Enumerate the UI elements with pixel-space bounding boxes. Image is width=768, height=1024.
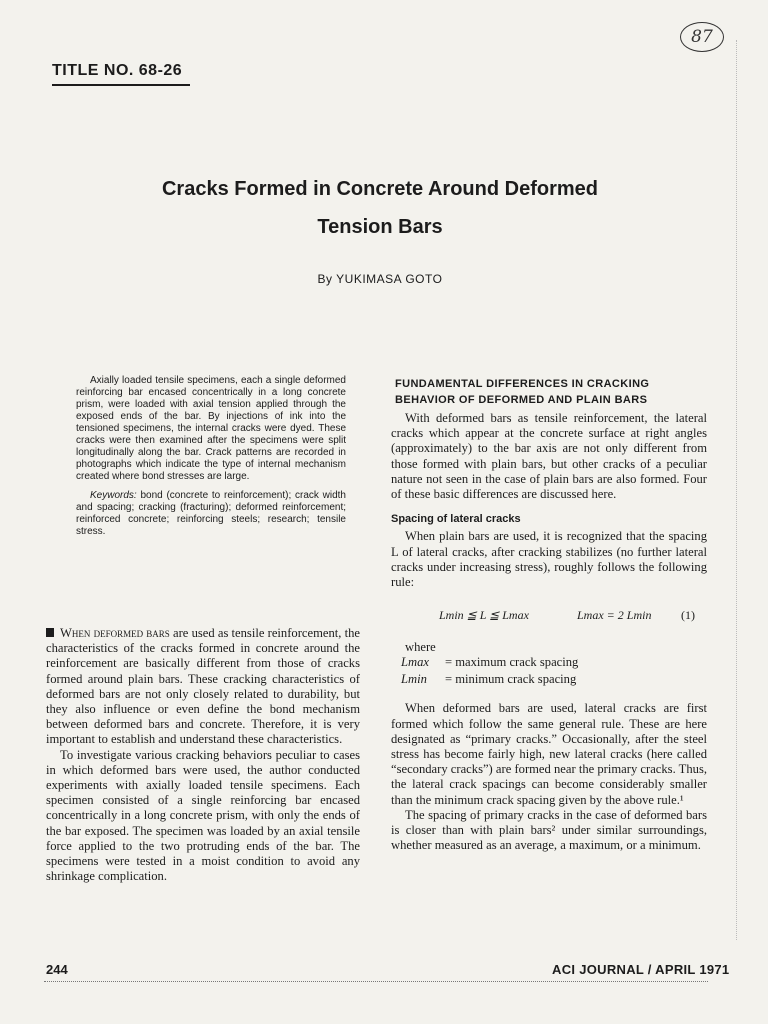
subsection-heading: Spacing of lateral cracks xyxy=(391,513,521,526)
keywords-list: bond (concrete to reinforcement); crack width and spacing; cracking (fracturing); deformed reinforcement; reinforced concrete; reinforcing steels; research; tensile stress. xyxy=(76,490,346,537)
title-number: TITLE NO. 68-26 xyxy=(52,62,190,86)
intro-body xyxy=(46,626,360,884)
intro-paragraph-1 xyxy=(46,626,360,748)
abstract-text: Axially loaded tensile specimens, each a single deformed reinforcing bar encased concentrically in a long concrete prism, were loaded with axial tension applied through the exposed ends of the bar. By injections of ink into the tensioned specimens, the internal cracks were dyed. These cracks were then examined after the specimens were split longitudinally along the bar. Crack patterns are recorded in photographs which indicate the type of internal mechanism created where bond stresses are large. xyxy=(76,375,346,482)
section-fundamental-differences xyxy=(391,376,707,853)
section-paragraph-4: The spacing of primary cracks in the case of deformed bars is closer than with plain bars² under similar surroundings, whether measured as an average, a maximum, or a minimum. xyxy=(391,807,707,853)
section-marker-icon xyxy=(46,628,54,637)
keywords xyxy=(76,490,346,538)
definition-lmin-symbol: Lmin xyxy=(401,672,427,687)
page-number: 244 xyxy=(46,962,68,977)
section-heading: FUNDAMENTAL DIFFERENCES IN CRACKING BEHAVIOR OF DEFORMED AND PLAIN BARS xyxy=(395,378,650,406)
scan-edge xyxy=(736,40,741,940)
equation-number: (1) xyxy=(681,608,695,623)
definition-lmin-text: = minimum crack spacing xyxy=(445,672,577,687)
section-paragraph-1: With deformed bars as tensile reinforcement, the lateral cracks which appear at the concrete surface at right angles (approximately) to the bar axis are not only different from those formed with plain bars, but other cracks of a peculiar nature not seen in the case of plain bars are also formed. Four of these basic differences are discussed here. xyxy=(391,411,707,502)
intro-lead-in: When deformed bars xyxy=(60,626,170,640)
article-title-line-1: Cracks Formed in Concrete Around Deformed xyxy=(161,178,598,200)
where-label: where xyxy=(405,640,436,655)
keywords-label: Keywords: xyxy=(90,490,137,501)
author-byline: By YUKIMASA GOTO xyxy=(317,272,443,286)
section-paragraph-3: When deformed bars are used, lateral cracks are first formed which follow the same general rule. These are here designated as “primary cracks.” Occasionally, after the steel stress has become fairly high, new lateral cracks (here called “secondary cracks”) are formed near the primary cracks. Thus, the lateral crack spacings can become considerably smaller than the minimum crack spacing given by the above rule.¹ xyxy=(391,701,707,807)
article-title-line-2: Tension Bars xyxy=(317,216,443,238)
definition-lmax-symbol: Lmax xyxy=(401,655,429,670)
intro-paragraph-2: To investigate various cracking behaviors peculiar to cases in which deformed bars were used, the author conducted experiments with axially loaded tensile specimens. Each specimen consisted of a single reinforcing bar encased concentrically in a long concrete prism, with only the ends of the bar exposed. The specimen was loaded by an axial tensile force applied to the two protruding ends of the bar. The specimens were tested in a moist condition to avoid any shrinkage complication. xyxy=(46,747,360,884)
equation-right: Lmax = 2 Lmin xyxy=(577,608,652,623)
equation-left: Lmin ≦ L ≦ Lmax xyxy=(439,608,529,623)
definition-lmax-text: = maximum crack spacing xyxy=(445,655,579,670)
intro-paragraph-1-text: are used as tensile reinforcement, the characteristics of the cracks formed in concrete around the reinforcement are basically different from those of cracks formed around plain bars. These cracking characteristics of deformed bars are not only closely related to durability, but they also influence or even define the bond mechanism between deformed bars and concrete. Therefore, it is very important to establish and understand these characteristics. xyxy=(46,626,360,747)
footer-divider xyxy=(44,981,708,982)
handwritten-page-number: 87 xyxy=(680,22,724,52)
section-paragraph-2: When plain bars are used, it is recognized that the spacing L of lateral cracks, after cracking stabilizes (no further lateral cracks under increasing stress), roughly follows the following rule: xyxy=(391,529,707,590)
definition-lmax xyxy=(401,655,707,672)
abstract xyxy=(76,375,346,538)
journal-citation: ACI JOURNAL / APRIL 1971 xyxy=(552,962,730,977)
article-title xyxy=(60,170,700,246)
equation-1 xyxy=(391,604,707,630)
definition-lmin xyxy=(401,672,707,689)
